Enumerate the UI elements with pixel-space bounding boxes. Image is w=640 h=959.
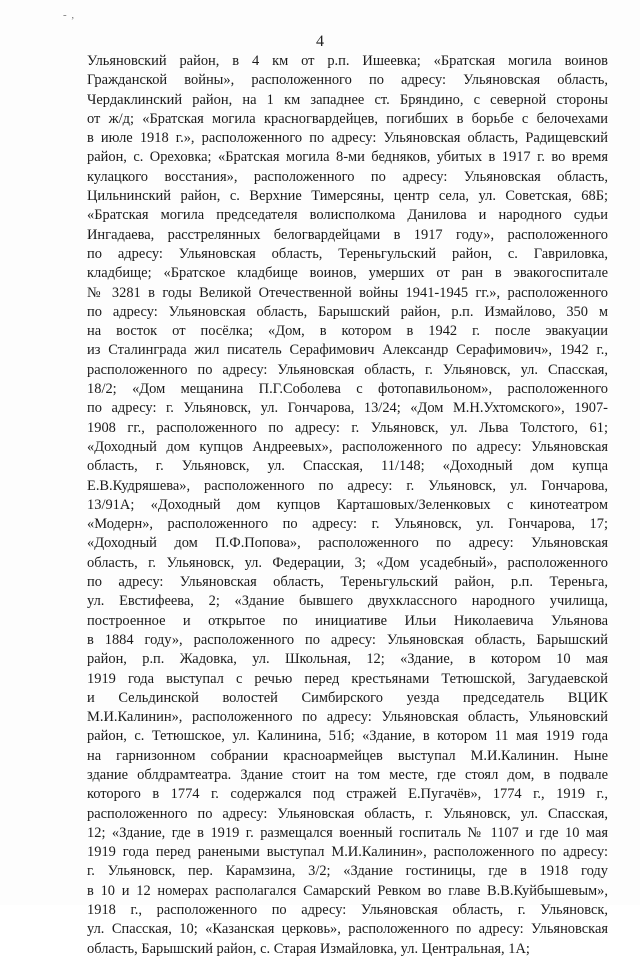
text-line: «Доходный дом купцов Андреевых», расположенного по адресу: Ульяновская xyxy=(87,438,608,455)
text-line: по адресу: Ульяновская область, Барышский район, р.п. Измайлово, 350 м xyxy=(87,303,608,320)
text-line: 13/91А; «Доходный дом купцов Карташовых/Зеленковых с кинотеатром xyxy=(87,496,608,513)
text-line: расположенного по адресу: Ульяновская область, г. Ульяновск, ул. Спасская, xyxy=(87,805,608,822)
text-line: по адресу: Ульяновская область, Тереньгульский район, р.п. Тереньга, xyxy=(87,574,608,591)
text-line: в 1884 году», расположенного по адресу: Ульяновская область, Барышский xyxy=(87,631,608,648)
page-number: 4 xyxy=(316,33,324,50)
text-line: «Модерн», расположенного по адресу: г. Ульяновск, ул. Гончарова, 17; xyxy=(87,516,608,533)
text-line: Цильнинский район, с. Верхние Тимерсяны, центр села, ул. Советская, 68Б; xyxy=(87,188,608,205)
text-line: 1918 г., расположенного по адресу: Ульяновская область, г. Ульяновск, xyxy=(87,902,608,919)
scan-corner-mark: - , xyxy=(63,9,76,21)
text-line: Ульяновский район, в 4 км от р.п. Ишеевка; «Братская могила воинов xyxy=(87,53,608,69)
text-line: район, с. Ореховка; «Братская могила 8-ми бедняков, убитых в 1917 г. во время xyxy=(87,149,608,166)
text-line: от ж/д; «Братская могила красногвардейцев, погибших в борьбе с белочехами xyxy=(87,110,608,127)
text-line: «Доходный дом П.Ф.Попова», расположенного по адресу: Ульяновская xyxy=(87,535,608,552)
text-line: район, р.п. Жадовка, ул. Школьная, 12; «Здание, в котором 10 мая xyxy=(87,651,608,668)
text-line: по адресу: г. Ульяновск, ул. Гончарова, 13/24; «Дом М.Н.Ухтомского», 1907- xyxy=(87,400,608,417)
text-line: Гражданской войны», расположенного по адресу: Ульяновская область, xyxy=(87,72,608,89)
text-line: и Сельдинской волостей Симбирского уезда председатель ВЦИК xyxy=(87,689,608,706)
text-line: ул. Евстифеева, 2; «Здание бывшего двухклассного народного училища, xyxy=(87,593,608,610)
text-line: здание облдрамтеатра. Здание стоит на том месте, где стоял дом, в подвале xyxy=(87,766,608,783)
text-line: кулацкого восстания», расположенного по адресу: Ульяновская область, xyxy=(87,168,608,185)
text-line: область, г. Ульяновск, ул. Федерации, 3; «Дом усадебный», расположенного xyxy=(87,554,608,571)
text-line: № 3281 в годы Великой Отечественной войны 1941-1945 гг.», расположенного xyxy=(87,284,608,301)
text-line: «Братская могила председателя волисполкома Данилова и народного судьи xyxy=(87,207,608,224)
text-line: 1919 года перед ранеными выступал М.И.Калинин», расположенного по адресу: xyxy=(87,844,608,861)
text-line: которого в 1774 г. содержался под стражей Е.Пугачёв», 1774 г., 1919 г., xyxy=(87,786,608,803)
text-line: на восток от посёлка; «Дом, в котором в 1942 г. после эвакуации xyxy=(87,323,608,340)
text-line: Ингадаева, расстрелянных белогвардейцами в 1917 году», расположенного xyxy=(87,226,608,243)
text-line: 1919 года выступал с речью перед крестьянами Тетюшской, Загудаевской xyxy=(87,670,608,687)
text-line: в июле 1918 г.», расположенного по адресу: Ульяновская область, Радищевский xyxy=(87,130,608,147)
text-line: Е.В.Кудряшева», расположенного по адресу: г. Ульяновск, ул. Гончарова, xyxy=(87,477,608,494)
text-line: 1908 гг., расположенного по адресу: г. Ульяновск, ул. Льва Толстого, 61; xyxy=(87,419,608,436)
text-line: по адресу: Ульяновская область, Тереньгульский район, с. Гавриловка, xyxy=(87,245,608,262)
text-line: из Сталинграда жил писатель Серафимович Александр Серафимович», 1942 г., xyxy=(87,342,608,359)
text-line: ул. Спасская, 10; «Казанская церковь», расположенного по адресу: Ульяновская xyxy=(87,921,608,938)
text-line: М.И.Калинин», расположенного по адресу: Ульяновская область, Ульяновский xyxy=(87,709,608,726)
text-line: расположенного по адресу: Ульяновская область, г. Ульяновск, ул. Спасская, xyxy=(87,361,608,378)
text-line: 12; «Здание, где в 1919 г. размещался военный госпиталь № 1107 и где 10 мая xyxy=(87,824,608,841)
text-line: область, Барышский район, с. Старая Измайловка, ул. Центральная, 1А; xyxy=(87,940,530,957)
text-line: кладбище; «Братское кладбище воинов, умерших от ран в эвакогоспитале xyxy=(87,265,608,282)
text-line: на гарнизонном собрании красноармейцев выступал М.И.Калинин. Ныне xyxy=(87,747,608,764)
text-line: район, с. Тетюшское, ул. Калинина, 51б; «Здание, в котором 11 мая 1919 года xyxy=(87,728,608,745)
text-line: 18/2; «Дом мещанина П.Г.Соболева с фотопавильоном», расположенного xyxy=(87,381,608,398)
text-line: в 10 и 12 номерах располагался Самарский Ревком во главе В.В.Куйбышевым», xyxy=(87,882,608,899)
body-text xyxy=(87,52,608,959)
text-line: Чердаклинский район, на 1 км западнее ст. Бряндино, с северной стороны xyxy=(87,91,608,108)
text-line: построенное и открытое по инициативе Ильи Николаевича Ульянова xyxy=(87,612,608,629)
text-line: г. Ульяновск, пер. Карамзина, 3/2; «Здание гостиницы, где в 1918 году xyxy=(87,863,608,880)
text-line: область, г. Ульяновск, ул. Спасская, 11/148; «Доходный дом купца xyxy=(87,458,608,475)
